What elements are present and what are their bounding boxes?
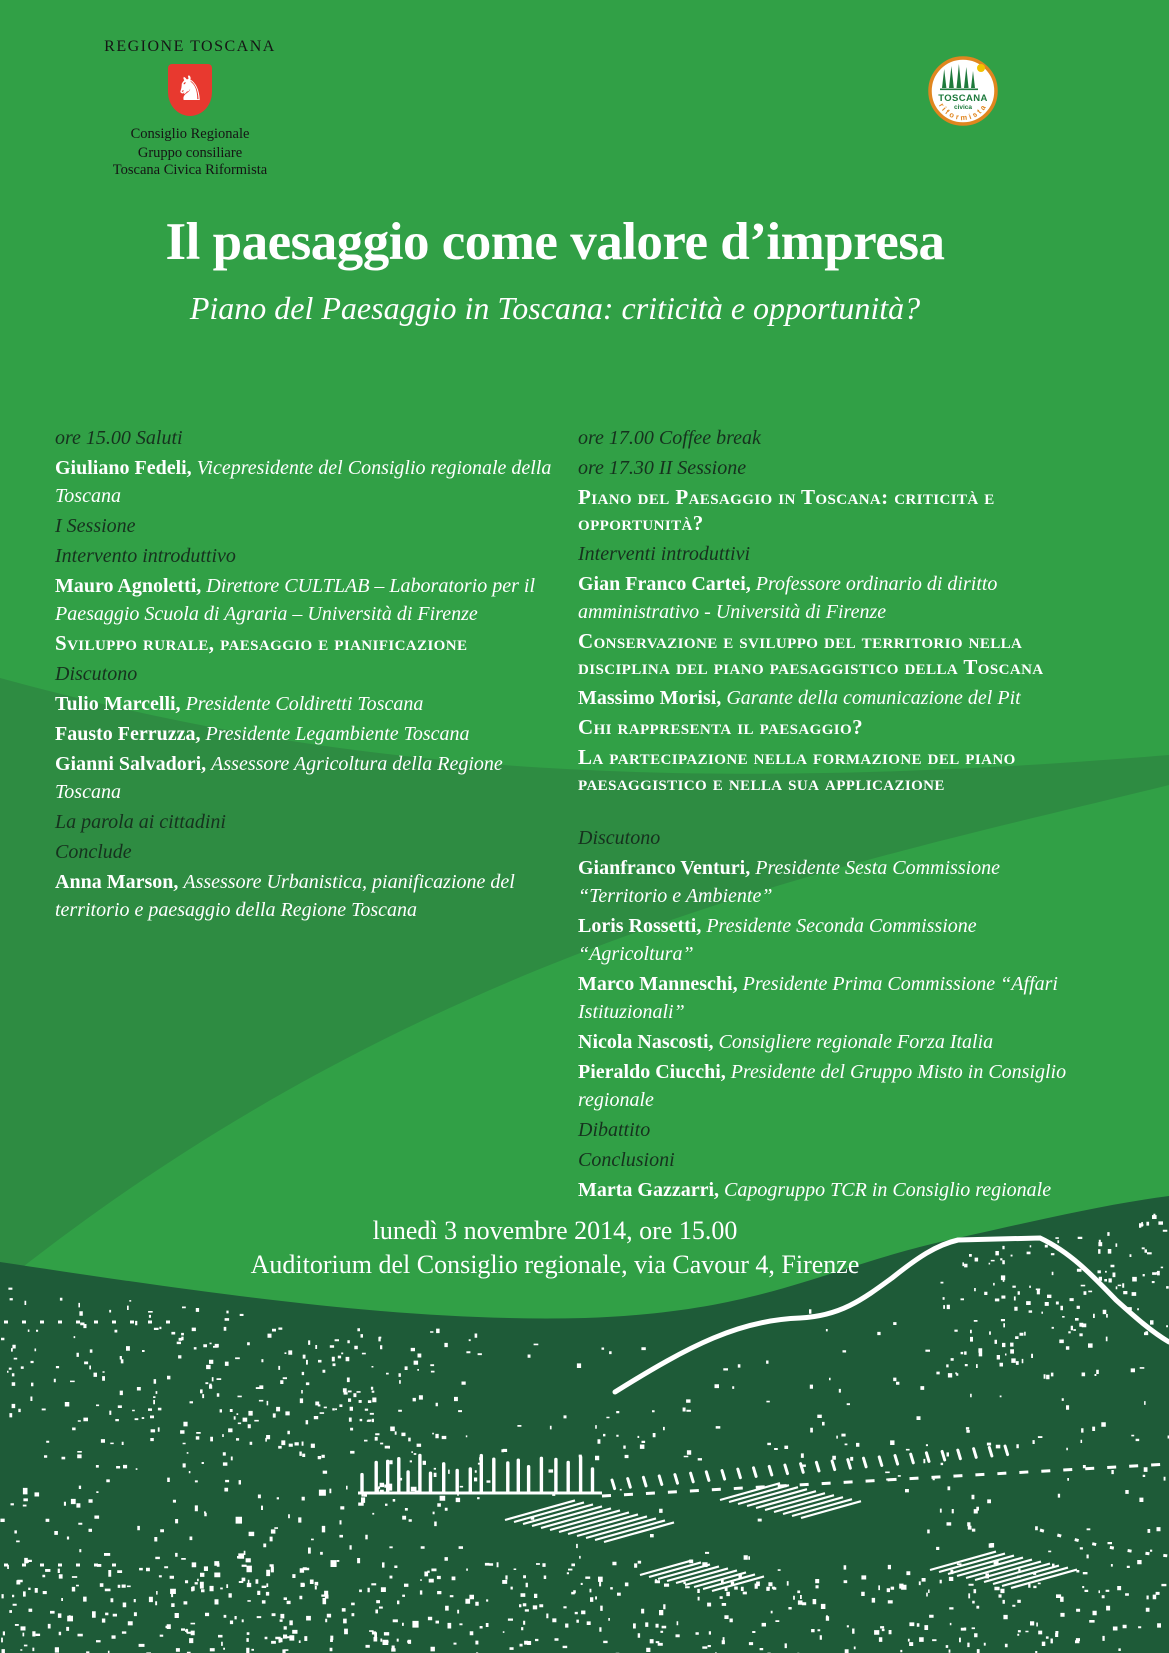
session-label: Conclude	[55, 841, 132, 863]
speaker-role: Assessore Agricoltura della Regione Toscana	[55, 753, 503, 803]
speaker-entry	[55, 690, 560, 718]
speaker-entry	[578, 912, 1092, 968]
speaker-name: Giuliano Fedeli,	[55, 457, 192, 479]
speaker-name: Gianni Salvadori,	[55, 753, 207, 775]
session-label: Intervento introduttivo	[55, 545, 236, 567]
speaker-role: Direttore CULTLAB – Laboratorio per il Paesaggio Scuola di Agraria – Università di Firenze	[55, 575, 536, 625]
session-label: ore 17.00 Coffee break	[578, 427, 761, 449]
speaker-role: Assessore Urbanistica, pianificazione del territorio e paesaggio della Regione Toscana	[55, 871, 515, 921]
badge-subname: civica	[953, 104, 973, 111]
speaker-entry	[55, 750, 560, 806]
speaker-name: Mauro Agnoletti,	[55, 575, 202, 597]
talk-title: Conservazione e sviluppo del territorio nella disciplina del piano paesaggistico della Toscana	[578, 629, 1044, 679]
event-when-where	[0, 1214, 1110, 1282]
org-title: REGIONE TOSCANA	[104, 38, 276, 55]
column-gap	[578, 800, 1092, 824]
speaker-role: Presidente Sesta Commissione “Territorio e Ambiente”	[578, 857, 1001, 907]
speaker-name: Gian Franco Cartei,	[578, 573, 751, 595]
talk-title: La partecipazione nella formazione del piano paesaggistico e nella sua applicazione	[578, 745, 1016, 795]
speaker-entry	[55, 868, 560, 924]
badge-name: TOSCANA	[938, 93, 988, 104]
speaker-name: Anna Marson,	[55, 871, 179, 893]
event-venue: Auditorium del Consiglio regionale, via Cavour 4, Firenze	[250, 1250, 860, 1279]
talk-title: Sviluppo rurale, paesaggio e pianificazione	[55, 631, 468, 655]
speaker-name: Gianfranco Venturi,	[578, 857, 751, 879]
speaker-role: Vicepresidente del Consiglio regionale della Toscana	[55, 457, 552, 507]
speaker-name: Nicola Nascosti,	[578, 1031, 714, 1053]
speaker-entry	[578, 854, 1092, 910]
org-line-toscana-civica: Toscana Civica Riformista	[112, 162, 268, 178]
session-label: La parola ai cittadini	[55, 811, 226, 833]
speaker-role: Presidente Prima Commissione “Affari Istituzionali”	[578, 973, 1058, 1023]
poster-subtitle: Piano del Paesaggio in Toscana: criticità e opportunità?	[189, 290, 921, 326]
event-datetime: lunedì 3 novembre 2014, ore 15.00	[372, 1216, 738, 1245]
speaker-name: Marco Manneschi,	[578, 973, 738, 995]
speaker-entry	[578, 684, 1092, 712]
speaker-entry	[578, 570, 1092, 626]
session-label: Interventi introduttivi	[578, 543, 751, 565]
session-label: Conclusioni	[578, 1149, 675, 1171]
speaker-name: Pieraldo Ciucchi,	[578, 1061, 726, 1083]
speaker-role: Presidente del Gruppo Misto in Consiglio regionale	[578, 1061, 1067, 1111]
speaker-role: Garante della comunicazione del Pit	[726, 687, 1021, 709]
speaker-name: Fausto Ferruzza,	[55, 723, 201, 745]
speaker-entry	[578, 1028, 1092, 1056]
speaker-entry	[55, 720, 560, 748]
badge-arc-text: riformista	[937, 101, 989, 123]
header	[100, 38, 280, 179]
program-right-column	[578, 424, 1092, 1206]
session-label: Dibattito	[578, 1119, 651, 1141]
toscana-civica-badge	[926, 54, 1000, 128]
speaker-entry	[578, 1058, 1092, 1114]
speaker-role: Capogruppo TCR in Consiglio regionale	[724, 1179, 1052, 1201]
poster-title: Il paesaggio come valore d’impresa	[165, 213, 945, 271]
talk-title: Chi rappresenta il paesaggio?	[578, 715, 863, 739]
speaker-role: Presidente Coldiretti Toscana	[185, 693, 424, 715]
org-line-consiglio: Consiglio Regionale	[130, 126, 250, 142]
speaker-entry	[578, 1176, 1092, 1204]
sun-icon	[977, 64, 985, 72]
speaker-entry	[578, 970, 1092, 1026]
tuscany-shield	[168, 64, 212, 116]
speaker-role: Presidente Seconda Commissione “Agricoltura”	[578, 915, 977, 965]
talk-title: Piano del Paesaggio in Toscana: criticità e opportunità?	[578, 485, 995, 535]
speaker-role: Professore ordinario di diritto amministrativo - Università di Firenze	[578, 573, 998, 623]
session-label: I Sessione	[55, 515, 136, 537]
org-line-gruppo: Gruppo consiliare	[137, 145, 243, 161]
speaker-role: Consigliere regionale Forza Italia	[718, 1031, 994, 1053]
speaker-entry	[55, 572, 560, 628]
speaker-name: Marta Gazzarri,	[578, 1179, 720, 1201]
session-label: Discutono	[55, 663, 138, 685]
session-label: Discutono	[578, 827, 661, 849]
speaker-entry	[55, 454, 560, 510]
pegasus-icon: ♞	[174, 68, 206, 109]
speaker-name: Massimo Morisi,	[578, 687, 722, 709]
program-left-column	[55, 424, 560, 926]
speaker-name: Tulio Marcelli,	[55, 693, 181, 715]
session-label: ore 17.30 II Sessione	[578, 457, 747, 479]
speaker-name: Loris Rossetti,	[578, 915, 702, 937]
session-label: ore 15.00 Saluti	[55, 427, 183, 449]
speaker-role: Presidente Legambiente Toscana	[205, 723, 470, 745]
